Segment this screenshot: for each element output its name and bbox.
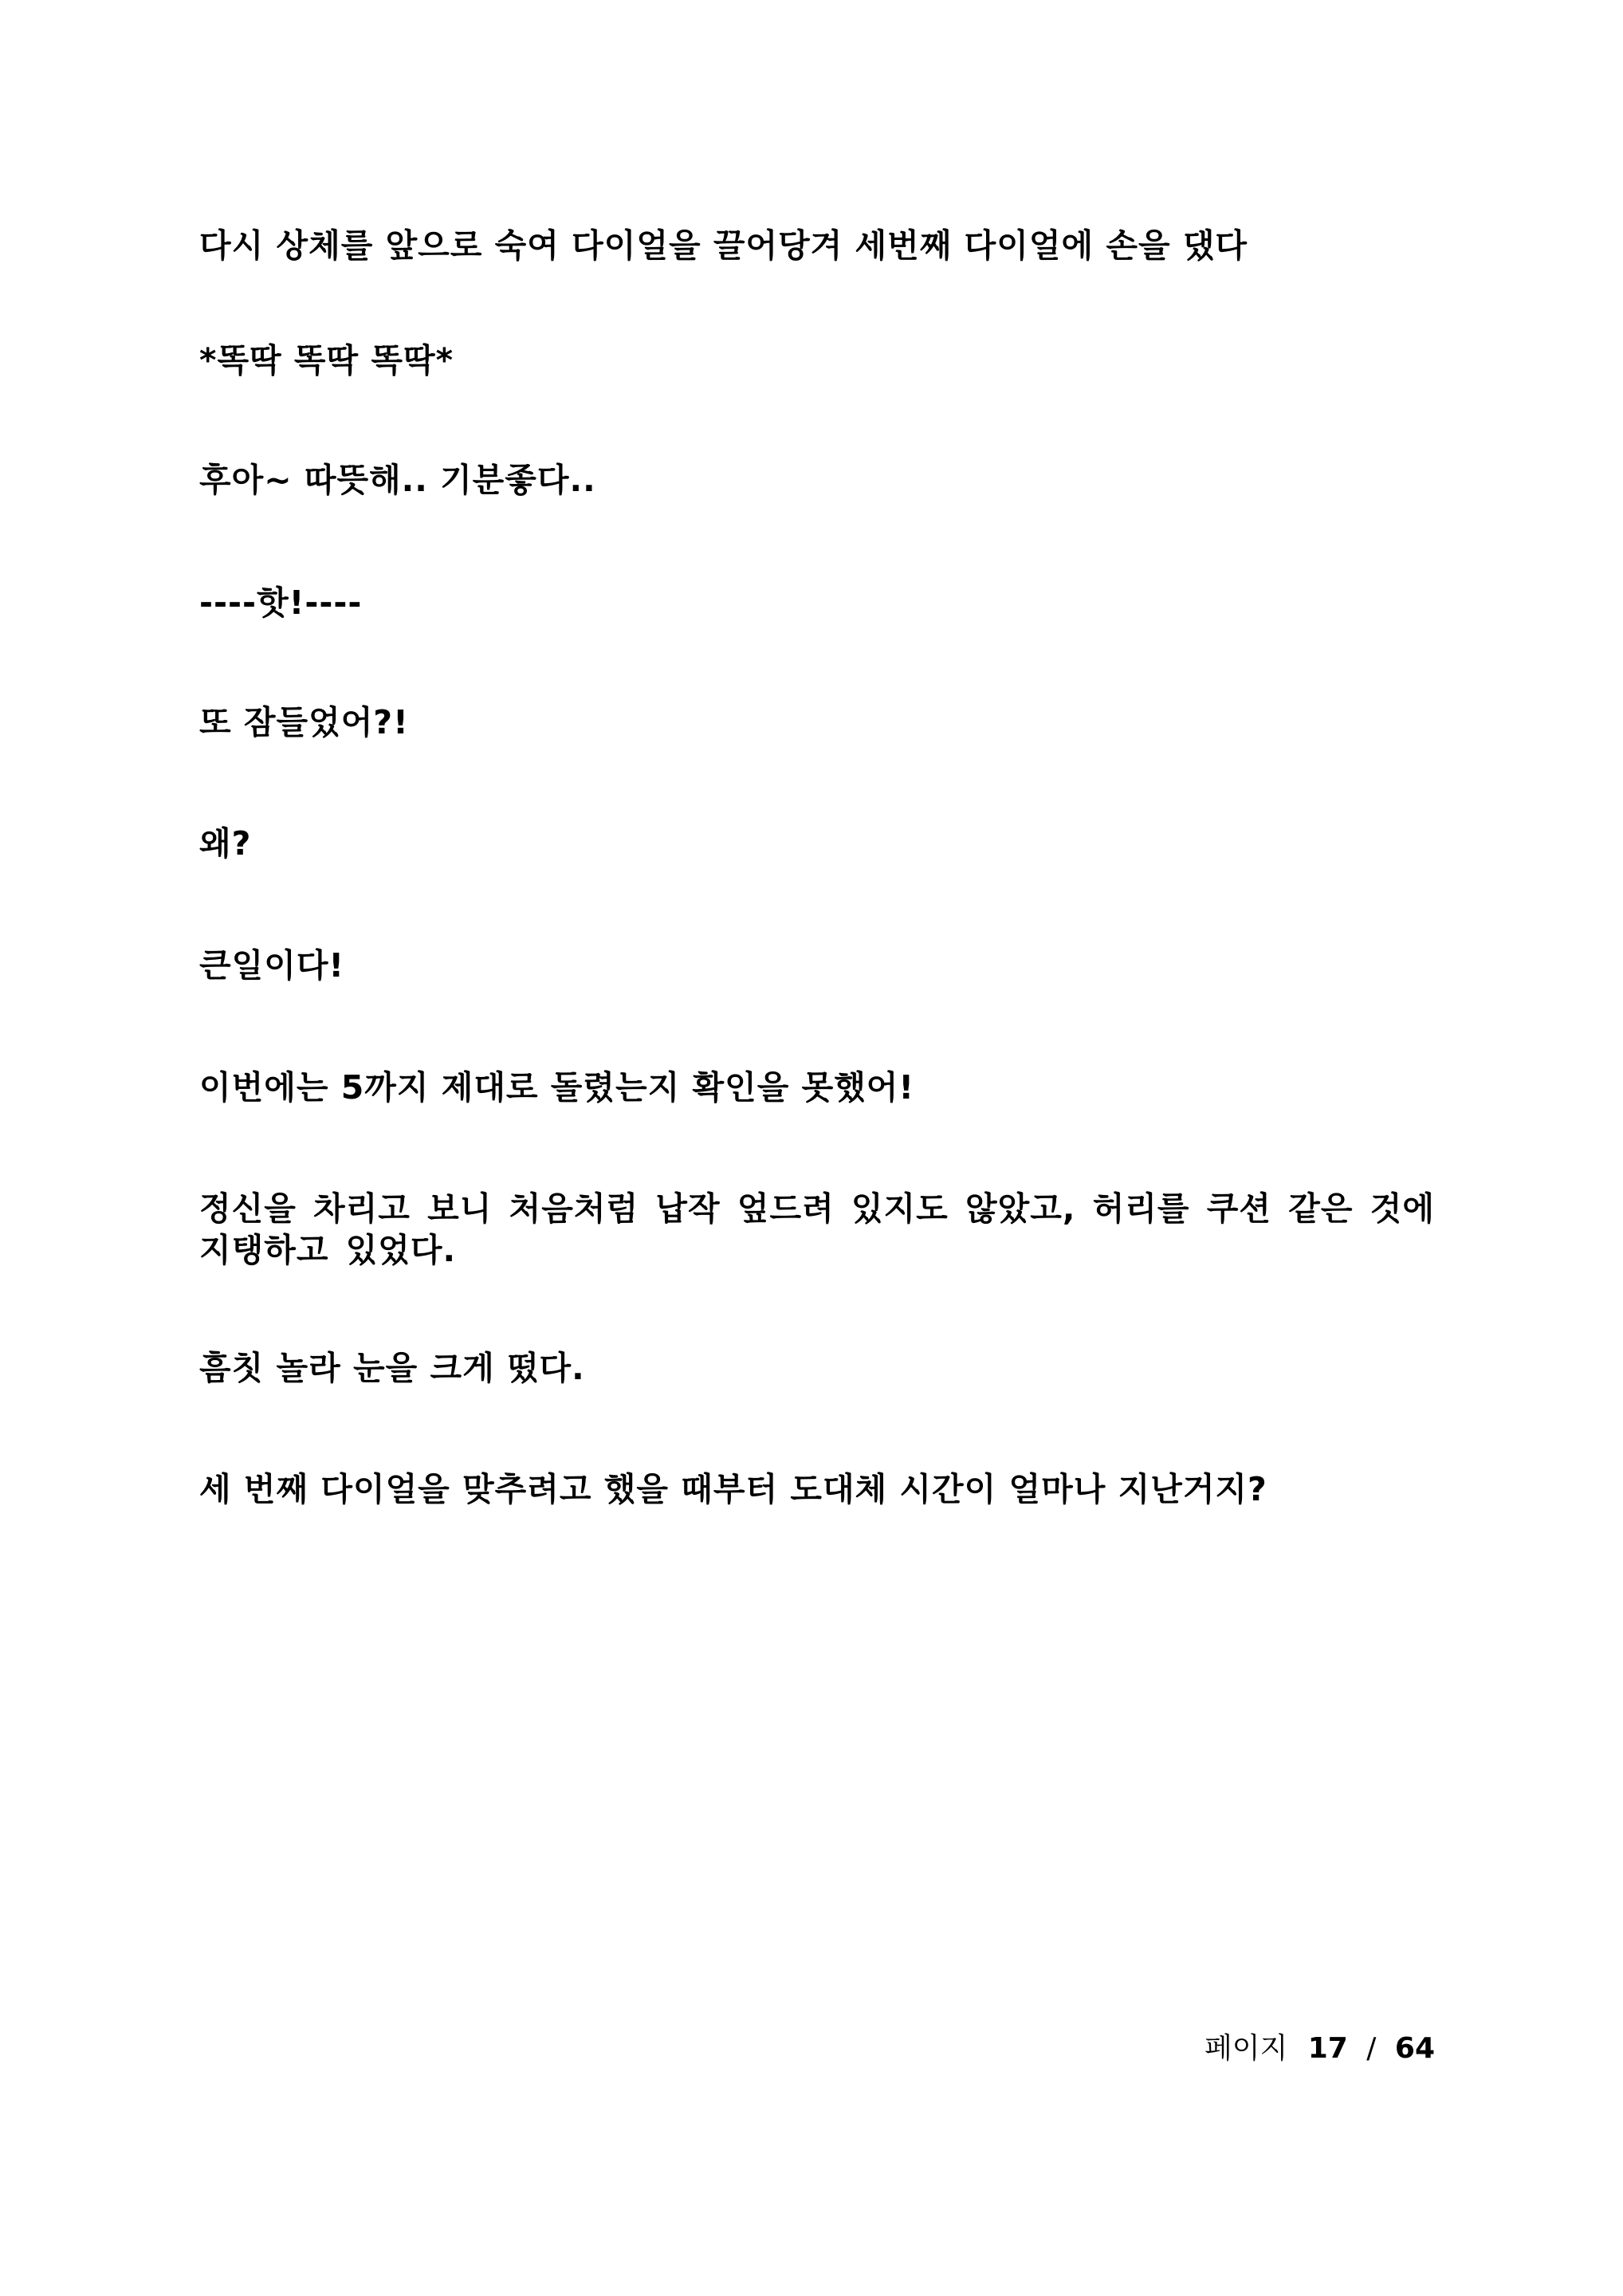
paragraph: *똑딱 똑딱 똑딱* [199, 341, 454, 379]
paragraph: 이번에는 5까지 제대로 돌렸는지 확인을 못했어! [199, 1068, 915, 1107]
paragraph: 흠칫 놀라 눈을 크게 떴다. [199, 1349, 585, 1387]
paragraph: 후아~ 따뜻해.. 기분좋다.. [199, 461, 596, 499]
paragraph: 정신을 차리고 보니 처음처럼 납작 엎드려 있지도 않았고, 허리를 쿠션 같은 것에 지탱하고 있었다. [199, 1189, 1435, 1269]
paragraph: 다시 상체를 앞으로 숙여 다이얼을 끌어당겨 세번째 다이얼에 손을 댔다 [199, 226, 1248, 265]
paragraph: 큰일이다! [199, 946, 345, 985]
paragraph: ----핫!---- [199, 584, 363, 622]
page-separator: / [1366, 2032, 1377, 2065]
page-number-footer [1204, 2031, 1435, 2066]
page-label: 페이지 [1204, 2032, 1288, 2065]
paragraph: 세 번째 다이얼을 맞추려고 했을 때부터 도대체 시간이 얼마나 지난거지? [199, 1470, 1267, 1508]
total-page-count: 64 [1394, 2032, 1435, 2065]
paragraph: 또 잠들었어?! [199, 703, 409, 741]
current-page-number: 17 [1307, 2032, 1348, 2065]
paragraph: 왜? [199, 824, 252, 863]
